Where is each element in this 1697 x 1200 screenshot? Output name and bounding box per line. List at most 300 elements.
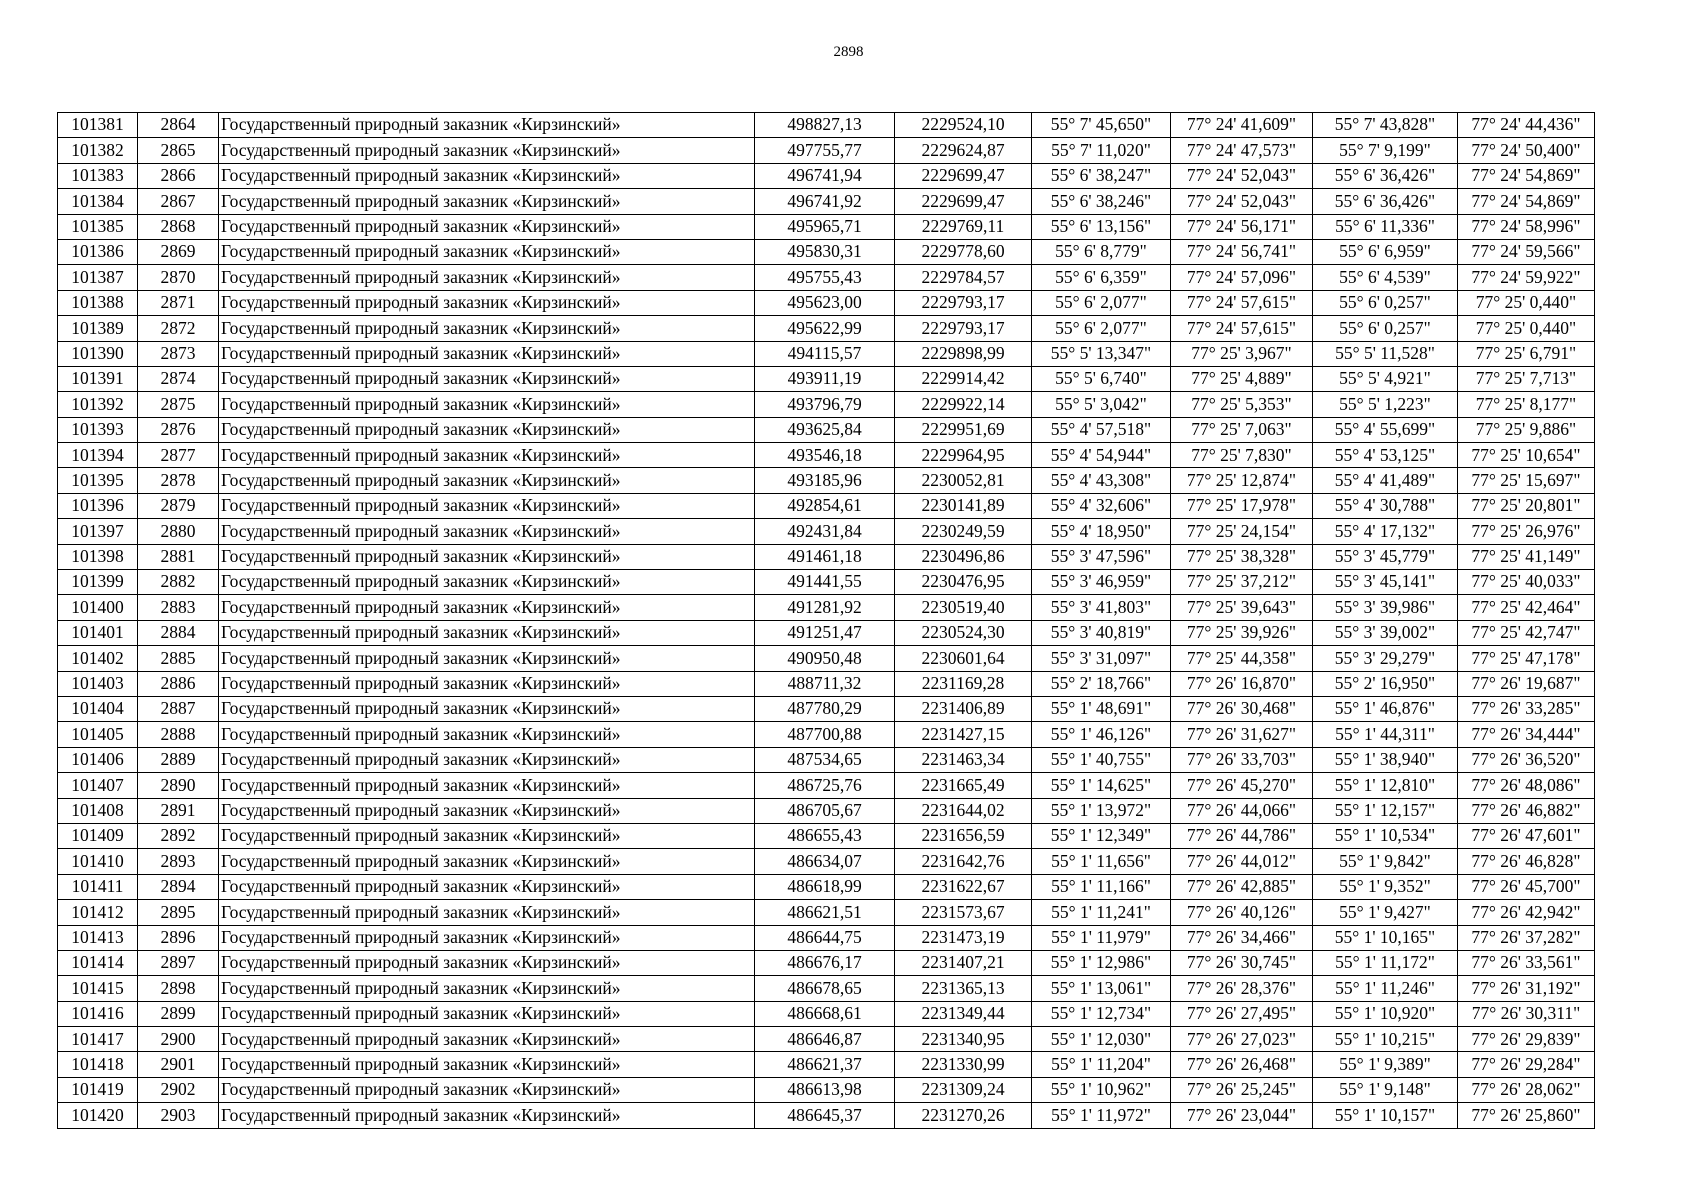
latitude-2-cell: 55° 1' 46,876" bbox=[1313, 696, 1458, 721]
row-id-cell: 101381 bbox=[58, 113, 138, 138]
longitude-2-cell: 77° 25' 9,886" bbox=[1458, 417, 1595, 442]
territory-name-cell: Государственный природный заказник «Кирзинский» bbox=[219, 646, 755, 671]
x-coordinate-cell: 493796,79 bbox=[755, 392, 895, 417]
x-coordinate-cell: 486655,43 bbox=[755, 823, 895, 848]
longitude-1-cell: 77° 24' 57,096" bbox=[1171, 265, 1313, 290]
x-coordinate-cell: 492854,61 bbox=[755, 493, 895, 518]
y-coordinate-cell: 2231665,49 bbox=[895, 773, 1032, 798]
x-coordinate-cell: 496741,94 bbox=[755, 163, 895, 188]
longitude-2-cell: 77° 24' 59,922" bbox=[1458, 265, 1595, 290]
longitude-1-cell: 77° 24' 56,741" bbox=[1171, 239, 1313, 264]
latitude-1-cell: 55° 1' 12,734" bbox=[1032, 1001, 1171, 1026]
territory-name-cell: Государственный природный заказник «Кирзинский» bbox=[219, 620, 755, 645]
point-number-cell: 2895 bbox=[138, 900, 219, 925]
table-row bbox=[58, 925, 1595, 950]
row-id-cell: 101412 bbox=[58, 900, 138, 925]
y-coordinate-cell: 2231644,02 bbox=[895, 798, 1032, 823]
point-number-cell: 2892 bbox=[138, 823, 219, 848]
row-id-cell: 101414 bbox=[58, 950, 138, 975]
row-id-cell: 101416 bbox=[58, 1001, 138, 1026]
longitude-2-cell: 77° 26' 28,062" bbox=[1458, 1077, 1595, 1102]
x-coordinate-cell: 495622,99 bbox=[755, 316, 895, 341]
territory-name-cell: Государственный природный заказник «Кирзинский» bbox=[219, 1027, 755, 1052]
longitude-2-cell: 77° 25' 6,791" bbox=[1458, 341, 1595, 366]
longitude-1-cell: 77° 25' 44,358" bbox=[1171, 646, 1313, 671]
y-coordinate-cell: 2229914,42 bbox=[895, 366, 1032, 391]
latitude-1-cell: 55° 1' 46,126" bbox=[1032, 722, 1171, 747]
territory-name-cell: Государственный природный заказник «Кирзинский» bbox=[219, 798, 755, 823]
latitude-2-cell: 55° 1' 9,427" bbox=[1313, 900, 1458, 925]
territory-name-cell: Государственный природный заказник «Кирзинский» bbox=[219, 1103, 755, 1128]
point-number-cell: 2880 bbox=[138, 519, 219, 544]
longitude-2-cell: 77° 25' 47,178" bbox=[1458, 646, 1595, 671]
y-coordinate-cell: 2231270,26 bbox=[895, 1103, 1032, 1128]
longitude-1-cell: 77° 26' 28,376" bbox=[1171, 976, 1313, 1001]
point-number-cell: 2882 bbox=[138, 570, 219, 595]
table-row bbox=[58, 874, 1595, 899]
table-row bbox=[58, 1027, 1595, 1052]
y-coordinate-cell: 2231463,34 bbox=[895, 747, 1032, 772]
table-row bbox=[58, 113, 1595, 138]
table-row bbox=[58, 671, 1595, 696]
point-number-cell: 2864 bbox=[138, 113, 219, 138]
longitude-1-cell: 77° 26' 40,126" bbox=[1171, 900, 1313, 925]
y-coordinate-cell: 2231473,19 bbox=[895, 925, 1032, 950]
row-id-cell: 101401 bbox=[58, 620, 138, 645]
latitude-1-cell: 55° 1' 12,349" bbox=[1032, 823, 1171, 848]
longitude-2-cell: 77° 24' 44,436" bbox=[1458, 113, 1595, 138]
table-row bbox=[58, 1052, 1595, 1077]
longitude-1-cell: 77° 24' 47,573" bbox=[1171, 138, 1313, 163]
point-number-cell: 2887 bbox=[138, 696, 219, 721]
longitude-1-cell: 77° 25' 12,874" bbox=[1171, 468, 1313, 493]
latitude-2-cell: 55° 1' 9,148" bbox=[1313, 1077, 1458, 1102]
longitude-1-cell: 77° 26' 30,468" bbox=[1171, 696, 1313, 721]
latitude-2-cell: 55° 4' 53,125" bbox=[1313, 443, 1458, 468]
y-coordinate-cell: 2229699,47 bbox=[895, 163, 1032, 188]
latitude-1-cell: 55° 1' 11,241" bbox=[1032, 900, 1171, 925]
longitude-1-cell: 77° 24' 52,043" bbox=[1171, 189, 1313, 214]
territory-name-cell: Государственный природный заказник «Кирзинский» bbox=[219, 392, 755, 417]
row-id-cell: 101398 bbox=[58, 544, 138, 569]
x-coordinate-cell: 490950,48 bbox=[755, 646, 895, 671]
latitude-1-cell: 55° 1' 14,625" bbox=[1032, 773, 1171, 798]
territory-name-cell: Государственный природный заказник «Кирзинский» bbox=[219, 316, 755, 341]
latitude-2-cell: 55° 3' 39,002" bbox=[1313, 620, 1458, 645]
x-coordinate-cell: 494115,57 bbox=[755, 341, 895, 366]
latitude-1-cell: 55° 1' 11,972" bbox=[1032, 1103, 1171, 1128]
latitude-2-cell: 55° 1' 12,810" bbox=[1313, 773, 1458, 798]
x-coordinate-cell: 486705,67 bbox=[755, 798, 895, 823]
longitude-1-cell: 77° 25' 3,967" bbox=[1171, 341, 1313, 366]
x-coordinate-cell: 486621,37 bbox=[755, 1052, 895, 1077]
y-coordinate-cell: 2230052,81 bbox=[895, 468, 1032, 493]
table-body bbox=[58, 113, 1595, 1129]
latitude-2-cell: 55° 1' 10,920" bbox=[1313, 1001, 1458, 1026]
row-id-cell: 101392 bbox=[58, 392, 138, 417]
longitude-1-cell: 77° 24' 41,609" bbox=[1171, 113, 1313, 138]
longitude-1-cell: 77° 25' 39,926" bbox=[1171, 620, 1313, 645]
latitude-1-cell: 55° 7' 11,020" bbox=[1032, 138, 1171, 163]
longitude-2-cell: 77° 26' 47,601" bbox=[1458, 823, 1595, 848]
longitude-2-cell: 77° 26' 33,561" bbox=[1458, 950, 1595, 975]
latitude-2-cell: 55° 1' 10,215" bbox=[1313, 1027, 1458, 1052]
territory-name-cell: Государственный природный заказник «Кирзинский» bbox=[219, 544, 755, 569]
row-id-cell: 101418 bbox=[58, 1052, 138, 1077]
latitude-2-cell: 55° 1' 38,940" bbox=[1313, 747, 1458, 772]
point-number-cell: 2885 bbox=[138, 646, 219, 671]
longitude-2-cell: 77° 25' 42,464" bbox=[1458, 595, 1595, 620]
longitude-2-cell: 77° 26' 45,700" bbox=[1458, 874, 1595, 899]
point-number-cell: 2867 bbox=[138, 189, 219, 214]
row-id-cell: 101388 bbox=[58, 290, 138, 315]
point-number-cell: 2896 bbox=[138, 925, 219, 950]
latitude-2-cell: 55° 1' 9,842" bbox=[1313, 849, 1458, 874]
territory-name-cell: Государственный природный заказник «Кирзинский» bbox=[219, 1077, 755, 1102]
longitude-1-cell: 77° 26' 34,466" bbox=[1171, 925, 1313, 950]
y-coordinate-cell: 2231642,76 bbox=[895, 849, 1032, 874]
x-coordinate-cell: 486645,37 bbox=[755, 1103, 895, 1128]
y-coordinate-cell: 2229784,57 bbox=[895, 265, 1032, 290]
x-coordinate-cell: 495623,00 bbox=[755, 290, 895, 315]
point-number-cell: 2901 bbox=[138, 1052, 219, 1077]
row-id-cell: 101385 bbox=[58, 214, 138, 239]
table-row bbox=[58, 239, 1595, 264]
territory-name-cell: Государственный природный заказник «Кирзинский» bbox=[219, 1052, 755, 1077]
latitude-2-cell: 55° 1' 10,534" bbox=[1313, 823, 1458, 848]
y-coordinate-cell: 2229951,69 bbox=[895, 417, 1032, 442]
point-number-cell: 2900 bbox=[138, 1027, 219, 1052]
latitude-1-cell: 55° 3' 47,596" bbox=[1032, 544, 1171, 569]
y-coordinate-cell: 2230249,59 bbox=[895, 519, 1032, 544]
y-coordinate-cell: 2230476,95 bbox=[895, 570, 1032, 595]
latitude-1-cell: 55° 3' 31,097" bbox=[1032, 646, 1171, 671]
table-row bbox=[58, 341, 1595, 366]
y-coordinate-cell: 2231406,89 bbox=[895, 696, 1032, 721]
table-row bbox=[58, 976, 1595, 1001]
latitude-2-cell: 55° 1' 10,157" bbox=[1313, 1103, 1458, 1128]
longitude-1-cell: 77° 26' 44,786" bbox=[1171, 823, 1313, 848]
y-coordinate-cell: 2230601,64 bbox=[895, 646, 1032, 671]
territory-name-cell: Государственный природный заказник «Кирзинский» bbox=[219, 417, 755, 442]
territory-name-cell: Государственный природный заказник «Кирзинский» bbox=[219, 163, 755, 188]
row-id-cell: 101415 bbox=[58, 976, 138, 1001]
longitude-2-cell: 77° 25' 0,440" bbox=[1458, 316, 1595, 341]
row-id-cell: 101391 bbox=[58, 366, 138, 391]
territory-name-cell: Государственный природный заказник «Кирзинский» bbox=[219, 849, 755, 874]
latitude-1-cell: 55° 1' 12,986" bbox=[1032, 950, 1171, 975]
latitude-1-cell: 55° 6' 38,247" bbox=[1032, 163, 1171, 188]
territory-name-cell: Государственный природный заказник «Кирзинский» bbox=[219, 722, 755, 747]
territory-name-cell: Государственный природный заказник «Кирзинский» bbox=[219, 341, 755, 366]
territory-name-cell: Государственный природный заказник «Кирзинский» bbox=[219, 519, 755, 544]
row-id-cell: 101387 bbox=[58, 265, 138, 290]
point-number-cell: 2903 bbox=[138, 1103, 219, 1128]
point-number-cell: 2878 bbox=[138, 468, 219, 493]
longitude-1-cell: 77° 26' 27,023" bbox=[1171, 1027, 1313, 1052]
longitude-1-cell: 77° 25' 24,154" bbox=[1171, 519, 1313, 544]
x-coordinate-cell: 491281,92 bbox=[755, 595, 895, 620]
row-id-cell: 101393 bbox=[58, 417, 138, 442]
row-id-cell: 101399 bbox=[58, 570, 138, 595]
x-coordinate-cell: 486618,99 bbox=[755, 874, 895, 899]
longitude-1-cell: 77° 25' 39,643" bbox=[1171, 595, 1313, 620]
point-number-cell: 2891 bbox=[138, 798, 219, 823]
table-row bbox=[58, 823, 1595, 848]
latitude-2-cell: 55° 3' 45,141" bbox=[1313, 570, 1458, 595]
latitude-2-cell: 55° 4' 41,489" bbox=[1313, 468, 1458, 493]
point-number-cell: 2877 bbox=[138, 443, 219, 468]
longitude-2-cell: 77° 25' 7,713" bbox=[1458, 366, 1595, 391]
x-coordinate-cell: 491251,47 bbox=[755, 620, 895, 645]
latitude-2-cell: 55° 6' 36,426" bbox=[1313, 189, 1458, 214]
latitude-1-cell: 55° 1' 11,166" bbox=[1032, 874, 1171, 899]
longitude-2-cell: 77° 25' 15,697" bbox=[1458, 468, 1595, 493]
table-row bbox=[58, 138, 1595, 163]
point-number-cell: 2894 bbox=[138, 874, 219, 899]
table-row bbox=[58, 798, 1595, 823]
x-coordinate-cell: 495755,43 bbox=[755, 265, 895, 290]
latitude-1-cell: 55° 1' 11,656" bbox=[1032, 849, 1171, 874]
x-coordinate-cell: 493911,19 bbox=[755, 366, 895, 391]
x-coordinate-cell: 486646,87 bbox=[755, 1027, 895, 1052]
longitude-1-cell: 77° 26' 27,495" bbox=[1171, 1001, 1313, 1026]
y-coordinate-cell: 2231365,13 bbox=[895, 976, 1032, 1001]
x-coordinate-cell: 493185,96 bbox=[755, 468, 895, 493]
latitude-2-cell: 55° 2' 16,950" bbox=[1313, 671, 1458, 696]
latitude-1-cell: 55° 5' 13,347" bbox=[1032, 341, 1171, 366]
row-id-cell: 101390 bbox=[58, 341, 138, 366]
latitude-1-cell: 55° 1' 13,972" bbox=[1032, 798, 1171, 823]
table-row bbox=[58, 1077, 1595, 1102]
row-id-cell: 101420 bbox=[58, 1103, 138, 1128]
longitude-2-cell: 77° 26' 30,311" bbox=[1458, 1001, 1595, 1026]
latitude-2-cell: 55° 6' 6,959" bbox=[1313, 239, 1458, 264]
territory-name-cell: Государственный природный заказник «Кирзинский» bbox=[219, 468, 755, 493]
y-coordinate-cell: 2229699,47 bbox=[895, 189, 1032, 214]
point-number-cell: 2888 bbox=[138, 722, 219, 747]
latitude-1-cell: 55° 1' 48,691" bbox=[1032, 696, 1171, 721]
point-number-cell: 2886 bbox=[138, 671, 219, 696]
y-coordinate-cell: 2231349,44 bbox=[895, 1001, 1032, 1026]
longitude-2-cell: 77° 26' 31,192" bbox=[1458, 976, 1595, 1001]
latitude-1-cell: 55° 6' 8,779" bbox=[1032, 239, 1171, 264]
table-row bbox=[58, 468, 1595, 493]
territory-name-cell: Государственный природный заказник «Кирзинский» bbox=[219, 900, 755, 925]
x-coordinate-cell: 487534,65 bbox=[755, 747, 895, 772]
longitude-2-cell: 77° 26' 46,828" bbox=[1458, 849, 1595, 874]
y-coordinate-cell: 2229793,17 bbox=[895, 290, 1032, 315]
territory-name-cell: Государственный природный заказник «Кирзинский» bbox=[219, 976, 755, 1001]
point-number-cell: 2899 bbox=[138, 1001, 219, 1026]
x-coordinate-cell: 486634,07 bbox=[755, 849, 895, 874]
latitude-2-cell: 55° 1' 9,352" bbox=[1313, 874, 1458, 899]
latitude-2-cell: 55° 1' 9,389" bbox=[1313, 1052, 1458, 1077]
x-coordinate-cell: 497755,77 bbox=[755, 138, 895, 163]
y-coordinate-cell: 2231573,67 bbox=[895, 900, 1032, 925]
table-row bbox=[58, 417, 1595, 442]
latitude-1-cell: 55° 4' 54,944" bbox=[1032, 443, 1171, 468]
territory-name-cell: Государственный природный заказник «Кирзинский» bbox=[219, 265, 755, 290]
x-coordinate-cell: 486644,75 bbox=[755, 925, 895, 950]
longitude-1-cell: 77° 25' 38,328" bbox=[1171, 544, 1313, 569]
x-coordinate-cell: 486725,76 bbox=[755, 773, 895, 798]
territory-name-cell: Государственный природный заказник «Кирзинский» bbox=[219, 1001, 755, 1026]
latitude-1-cell: 55° 4' 43,308" bbox=[1032, 468, 1171, 493]
row-id-cell: 101405 bbox=[58, 722, 138, 747]
longitude-1-cell: 77° 26' 44,066" bbox=[1171, 798, 1313, 823]
longitude-2-cell: 77° 26' 33,285" bbox=[1458, 696, 1595, 721]
x-coordinate-cell: 486668,61 bbox=[755, 1001, 895, 1026]
longitude-1-cell: 77° 26' 30,745" bbox=[1171, 950, 1313, 975]
latitude-2-cell: 55° 1' 44,311" bbox=[1313, 722, 1458, 747]
territory-name-cell: Государственный природный заказник «Кирзинский» bbox=[219, 493, 755, 518]
row-id-cell: 101386 bbox=[58, 239, 138, 264]
table-row bbox=[58, 747, 1595, 772]
y-coordinate-cell: 2231427,15 bbox=[895, 722, 1032, 747]
x-coordinate-cell: 488711,32 bbox=[755, 671, 895, 696]
longitude-2-cell: 77° 26' 29,284" bbox=[1458, 1052, 1595, 1077]
longitude-2-cell: 77° 25' 26,976" bbox=[1458, 519, 1595, 544]
point-number-cell: 2884 bbox=[138, 620, 219, 645]
point-number-cell: 2872 bbox=[138, 316, 219, 341]
longitude-2-cell: 77° 24' 54,869" bbox=[1458, 189, 1595, 214]
row-id-cell: 101404 bbox=[58, 696, 138, 721]
longitude-1-cell: 77° 26' 26,468" bbox=[1171, 1052, 1313, 1077]
x-coordinate-cell: 486678,65 bbox=[755, 976, 895, 1001]
y-coordinate-cell: 2231309,24 bbox=[895, 1077, 1032, 1102]
latitude-2-cell: 55° 5' 4,921" bbox=[1313, 366, 1458, 391]
row-id-cell: 101389 bbox=[58, 316, 138, 341]
longitude-2-cell: 77° 24' 59,566" bbox=[1458, 239, 1595, 264]
territory-name-cell: Государственный природный заказник «Кирзинский» bbox=[219, 671, 755, 696]
latitude-1-cell: 55° 4' 18,950" bbox=[1032, 519, 1171, 544]
latitude-2-cell: 55° 4' 55,699" bbox=[1313, 417, 1458, 442]
table-row bbox=[58, 696, 1595, 721]
y-coordinate-cell: 2229922,14 bbox=[895, 392, 1032, 417]
row-id-cell: 101410 bbox=[58, 849, 138, 874]
latitude-2-cell: 55° 6' 36,426" bbox=[1313, 163, 1458, 188]
latitude-2-cell: 55° 6' 11,336" bbox=[1313, 214, 1458, 239]
y-coordinate-cell: 2229778,60 bbox=[895, 239, 1032, 264]
point-number-cell: 2870 bbox=[138, 265, 219, 290]
longitude-2-cell: 77° 26' 48,086" bbox=[1458, 773, 1595, 798]
longitude-1-cell: 77° 25' 17,978" bbox=[1171, 493, 1313, 518]
latitude-1-cell: 55° 6' 2,077" bbox=[1032, 290, 1171, 315]
territory-name-cell: Государственный природный заказник «Кирзинский» bbox=[219, 189, 755, 214]
y-coordinate-cell: 2229769,11 bbox=[895, 214, 1032, 239]
longitude-2-cell: 77° 26' 42,942" bbox=[1458, 900, 1595, 925]
territory-name-cell: Государственный природный заказник «Кирзинский» bbox=[219, 290, 755, 315]
latitude-2-cell: 55° 7' 43,828" bbox=[1313, 113, 1458, 138]
longitude-1-cell: 77° 26' 25,245" bbox=[1171, 1077, 1313, 1102]
longitude-1-cell: 77° 25' 4,889" bbox=[1171, 366, 1313, 391]
territory-name-cell: Государственный природный заказник «Кирзинский» bbox=[219, 696, 755, 721]
point-number-cell: 2889 bbox=[138, 747, 219, 772]
point-number-cell: 2871 bbox=[138, 290, 219, 315]
longitude-1-cell: 77° 26' 44,012" bbox=[1171, 849, 1313, 874]
longitude-1-cell: 77° 26' 42,885" bbox=[1171, 874, 1313, 899]
latitude-2-cell: 55° 6' 4,539" bbox=[1313, 265, 1458, 290]
longitude-2-cell: 77° 25' 10,654" bbox=[1458, 443, 1595, 468]
latitude-2-cell: 55° 5' 11,528" bbox=[1313, 341, 1458, 366]
latitude-2-cell: 55° 7' 9,199" bbox=[1313, 138, 1458, 163]
point-number-cell: 2879 bbox=[138, 493, 219, 518]
longitude-1-cell: 77° 26' 23,044" bbox=[1171, 1103, 1313, 1128]
row-id-cell: 101400 bbox=[58, 595, 138, 620]
y-coordinate-cell: 2229524,10 bbox=[895, 113, 1032, 138]
latitude-2-cell: 55° 5' 1,223" bbox=[1313, 392, 1458, 417]
latitude-2-cell: 55° 3' 45,779" bbox=[1313, 544, 1458, 569]
table-row bbox=[58, 392, 1595, 417]
longitude-1-cell: 77° 26' 45,270" bbox=[1171, 773, 1313, 798]
x-coordinate-cell: 491461,18 bbox=[755, 544, 895, 569]
latitude-1-cell: 55° 1' 13,061" bbox=[1032, 976, 1171, 1001]
latitude-1-cell: 55° 6' 2,077" bbox=[1032, 316, 1171, 341]
longitude-1-cell: 77° 26' 31,627" bbox=[1171, 722, 1313, 747]
latitude-2-cell: 55° 1' 11,246" bbox=[1313, 976, 1458, 1001]
longitude-2-cell: 77° 24' 58,996" bbox=[1458, 214, 1595, 239]
row-id-cell: 101417 bbox=[58, 1027, 138, 1052]
territory-name-cell: Государственный природный заказник «Кирзинский» bbox=[219, 138, 755, 163]
row-id-cell: 101408 bbox=[58, 798, 138, 823]
y-coordinate-cell: 2231407,21 bbox=[895, 950, 1032, 975]
point-number-cell: 2881 bbox=[138, 544, 219, 569]
latitude-1-cell: 55° 4' 32,606" bbox=[1032, 493, 1171, 518]
longitude-2-cell: 77° 26' 25,860" bbox=[1458, 1103, 1595, 1128]
latitude-1-cell: 55° 7' 45,650" bbox=[1032, 113, 1171, 138]
territory-name-cell: Государственный природный заказник «Кирзинский» bbox=[219, 113, 755, 138]
row-id-cell: 101384 bbox=[58, 189, 138, 214]
point-number-cell: 2875 bbox=[138, 392, 219, 417]
table-row bbox=[58, 646, 1595, 671]
y-coordinate-cell: 2230519,40 bbox=[895, 595, 1032, 620]
point-number-cell: 2902 bbox=[138, 1077, 219, 1102]
longitude-2-cell: 77° 25' 0,440" bbox=[1458, 290, 1595, 315]
x-coordinate-cell: 486621,51 bbox=[755, 900, 895, 925]
x-coordinate-cell: 493546,18 bbox=[755, 443, 895, 468]
page-number: 2898 bbox=[833, 44, 864, 60]
latitude-2-cell: 55° 4' 17,132" bbox=[1313, 519, 1458, 544]
longitude-1-cell: 77° 25' 37,212" bbox=[1171, 570, 1313, 595]
x-coordinate-cell: 495830,31 bbox=[755, 239, 895, 264]
latitude-1-cell: 55° 3' 46,959" bbox=[1032, 570, 1171, 595]
row-id-cell: 101407 bbox=[58, 773, 138, 798]
y-coordinate-cell: 2230141,89 bbox=[895, 493, 1032, 518]
table-row bbox=[58, 773, 1595, 798]
territory-name-cell: Государственный природный заказник «Кирзинский» bbox=[219, 443, 755, 468]
row-id-cell: 101395 bbox=[58, 468, 138, 493]
longitude-1-cell: 77° 24' 57,615" bbox=[1171, 290, 1313, 315]
latitude-1-cell: 55° 1' 40,755" bbox=[1032, 747, 1171, 772]
table-row bbox=[58, 265, 1595, 290]
row-id-cell: 101394 bbox=[58, 443, 138, 468]
y-coordinate-cell: 2231622,67 bbox=[895, 874, 1032, 899]
table-row bbox=[58, 849, 1595, 874]
latitude-1-cell: 55° 1' 11,979" bbox=[1032, 925, 1171, 950]
row-id-cell: 101382 bbox=[58, 138, 138, 163]
x-coordinate-cell: 487700,88 bbox=[755, 722, 895, 747]
x-coordinate-cell: 492431,84 bbox=[755, 519, 895, 544]
table-row bbox=[58, 950, 1595, 975]
longitude-1-cell: 77° 24' 52,043" bbox=[1171, 163, 1313, 188]
territory-name-cell: Государственный природный заказник «Кирзинский» bbox=[219, 366, 755, 391]
table-row bbox=[58, 544, 1595, 569]
territory-name-cell: Государственный природный заказник «Кирзинский» bbox=[219, 239, 755, 264]
latitude-1-cell: 55° 3' 40,819" bbox=[1032, 620, 1171, 645]
longitude-2-cell: 77° 24' 54,869" bbox=[1458, 163, 1595, 188]
longitude-1-cell: 77° 24' 57,615" bbox=[1171, 316, 1313, 341]
